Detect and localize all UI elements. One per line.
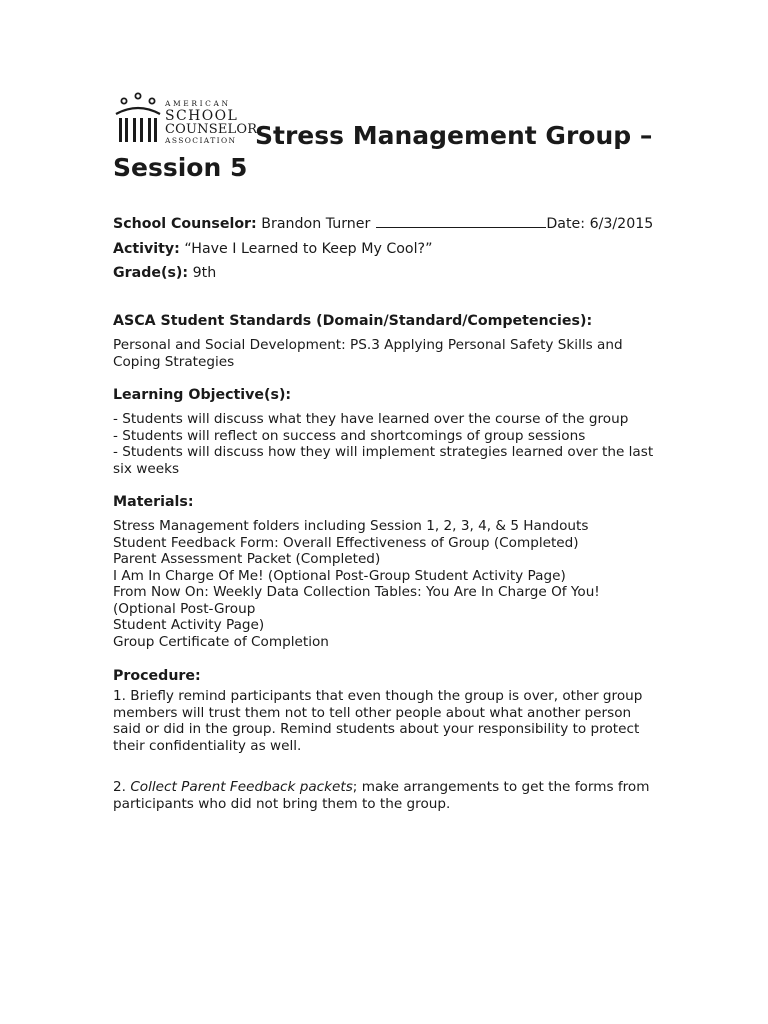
grade-label: Grade(s): <box>113 265 189 281</box>
materials-heading: Materials: <box>113 494 194 510</box>
material-item: Student Activity Page) <box>113 617 265 633</box>
logo-line-counselor: COUNSELOR <box>165 121 258 137</box>
material-item: Student Feedback Form: Overall Effectiveness of Group (Completed) <box>113 534 579 551</box>
objectives-heading: Learning Objective(s): <box>113 387 292 403</box>
date-value: 6/3/2015 <box>589 216 654 232</box>
counselor-row <box>113 212 673 237</box>
title-line-2: Session 5 <box>113 153 248 182</box>
counselor-value: Brandon Turner <box>261 216 371 232</box>
standards-text: Personal and Social Development: PS.3 Applying Personal Safety Skills and Coping Strategies <box>113 337 623 370</box>
standards-section <box>113 311 658 370</box>
counselor-label: School Counselor: <box>113 216 257 232</box>
material-item: (Optional Post-Group <box>113 600 256 617</box>
materials-section <box>113 492 658 650</box>
material-item: Group Certificate of Completion <box>113 633 329 650</box>
objective-item: - Students will discuss how they will implement strategies learned over the last six weeks <box>113 444 654 477</box>
standards-heading: ASCA Student Standards (Domain/Standard/Competencies): <box>113 313 593 329</box>
procedure-step-1: 1. Briefly remind participants that even though the group is over, other group members will trust them not to tell other people about what another person said or did in the group. Remind students about your responsibility to protect their confidentiality as well. <box>113 688 643 754</box>
activity-label: Activity: <box>113 240 180 257</box>
blank-line <box>376 213 546 228</box>
material-item: I Am In Charge Of Me! (Optional Post-Group Student Activity Page) <box>113 567 566 584</box>
procedure-heading: Procedure: <box>113 668 201 684</box>
objectives-section <box>113 385 658 477</box>
procedure-step-2 <box>113 779 658 812</box>
grade-value: 9th <box>192 265 217 281</box>
logo-line-school: SCHOOL <box>165 107 239 124</box>
activity-row <box>113 237 673 262</box>
step-2-rest: ; make arrangements to get the forms from participants who did not bring them to the group. <box>113 779 650 812</box>
procedure-section <box>113 666 658 812</box>
material-item: Parent Assessment Packet (Completed) <box>113 551 381 567</box>
logo-line-american: AMERICAN <box>165 99 231 108</box>
grade-row <box>113 261 673 286</box>
title-line-1: Stress Management Group – <box>255 121 653 150</box>
material-item: Stress Management folders including Session 1, 2, 3, 4, & 5 Handouts <box>113 518 589 534</box>
step-2-italic: Collect Parent Feedback packets <box>130 779 353 795</box>
session-meta <box>113 212 673 286</box>
page-title <box>113 120 673 184</box>
date-label: Date: <box>546 216 586 232</box>
objective-item: - Students will discuss what they have learned over the course of the group <box>113 411 629 427</box>
objective-item: - Students will reflect on success and shortcomings of group sessions <box>113 427 586 444</box>
activity-value: “Have I Learned to Keep My Cool?” <box>184 240 433 257</box>
logo-line-association: ASSOCIATION <box>165 135 237 145</box>
step-2-number: 2. <box>113 779 126 795</box>
material-item: From Now On: Weekly Data Collection Tables: You Are In Charge Of You! <box>113 584 600 600</box>
